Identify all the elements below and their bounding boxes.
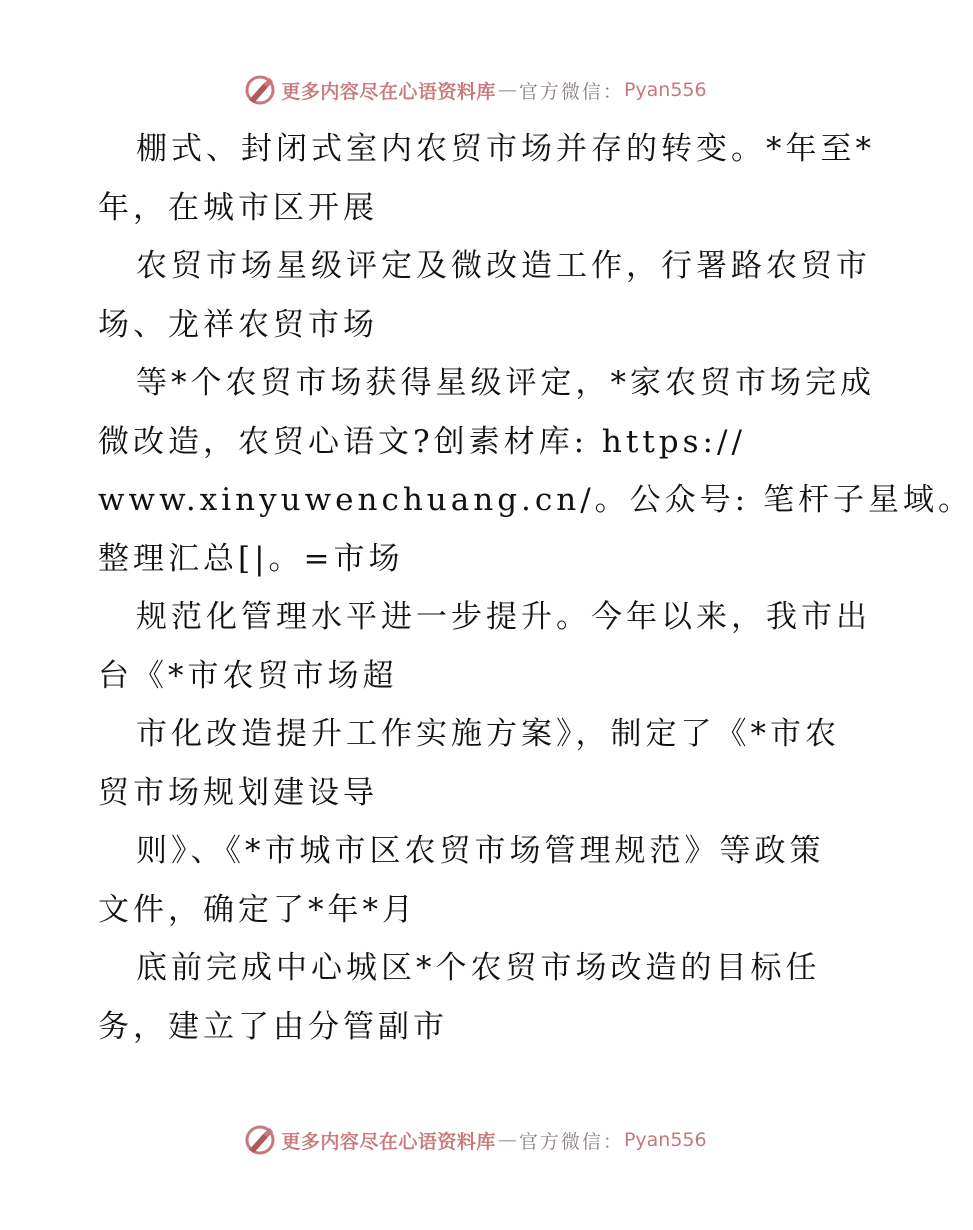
body-line: 等*个农贸市场获得星级评定，*家农贸市场完成 xyxy=(136,365,875,401)
body-line: 市化改造提升工作实施方案》，制定了《*市农 xyxy=(136,716,840,752)
banner-wechat-label: 官方微信： xyxy=(518,1130,624,1153)
body-line: 农贸市场星级评定及微改造工作，行署路农贸市 xyxy=(136,248,871,284)
banner-dash: — xyxy=(497,1129,517,1151)
body-line: 台《*市农贸市场超 xyxy=(98,657,398,694)
pen-logo-icon xyxy=(243,1123,277,1157)
header-banner xyxy=(0,70,950,110)
banner-title: 更多内容尽在心语资料库 xyxy=(281,1130,496,1153)
body-line: 场、龙祥农贸市场 xyxy=(98,306,378,343)
document-body xyxy=(98,120,973,1056)
body-line: 整理汇总[|。=市场 xyxy=(98,540,404,577)
body-line: 务，建立了由分管副市 xyxy=(98,1008,448,1045)
body-line: 棚式、封闭式室内农贸市场并存的转变。*年至* xyxy=(136,131,875,167)
banner-wechat-id: Pyan556 xyxy=(623,1129,707,1151)
pen-logo-icon xyxy=(243,73,277,107)
footer-banner xyxy=(0,1120,950,1160)
body-line: 底前完成中心城区*个农贸市场改造的目标任 xyxy=(136,950,821,986)
body-line: 文件，确定了*年*月 xyxy=(98,891,417,928)
body-line: 规范化管理水平进一步提升。今年以来，我市出 xyxy=(136,599,871,635)
body-line: www.xinyuwenchuang.cn/。公众号: 笔杆子星域。 xyxy=(98,482,973,518)
body-line: 贸市场规划建设导 xyxy=(98,774,378,811)
banner-dash: — xyxy=(497,79,517,101)
banner-wechat-id: Pyan556 xyxy=(623,79,707,101)
body-line: 年，在城市区开展 xyxy=(98,189,378,226)
body-line: 则》、《*市城市区农贸市场管理规范》等政策 xyxy=(136,833,825,869)
banner-wechat-label: 官方微信： xyxy=(518,80,624,103)
body-line: 微改造，农贸心语文?创素材库: https:// xyxy=(98,423,746,460)
banner-title: 更多内容尽在心语资料库 xyxy=(281,80,496,103)
